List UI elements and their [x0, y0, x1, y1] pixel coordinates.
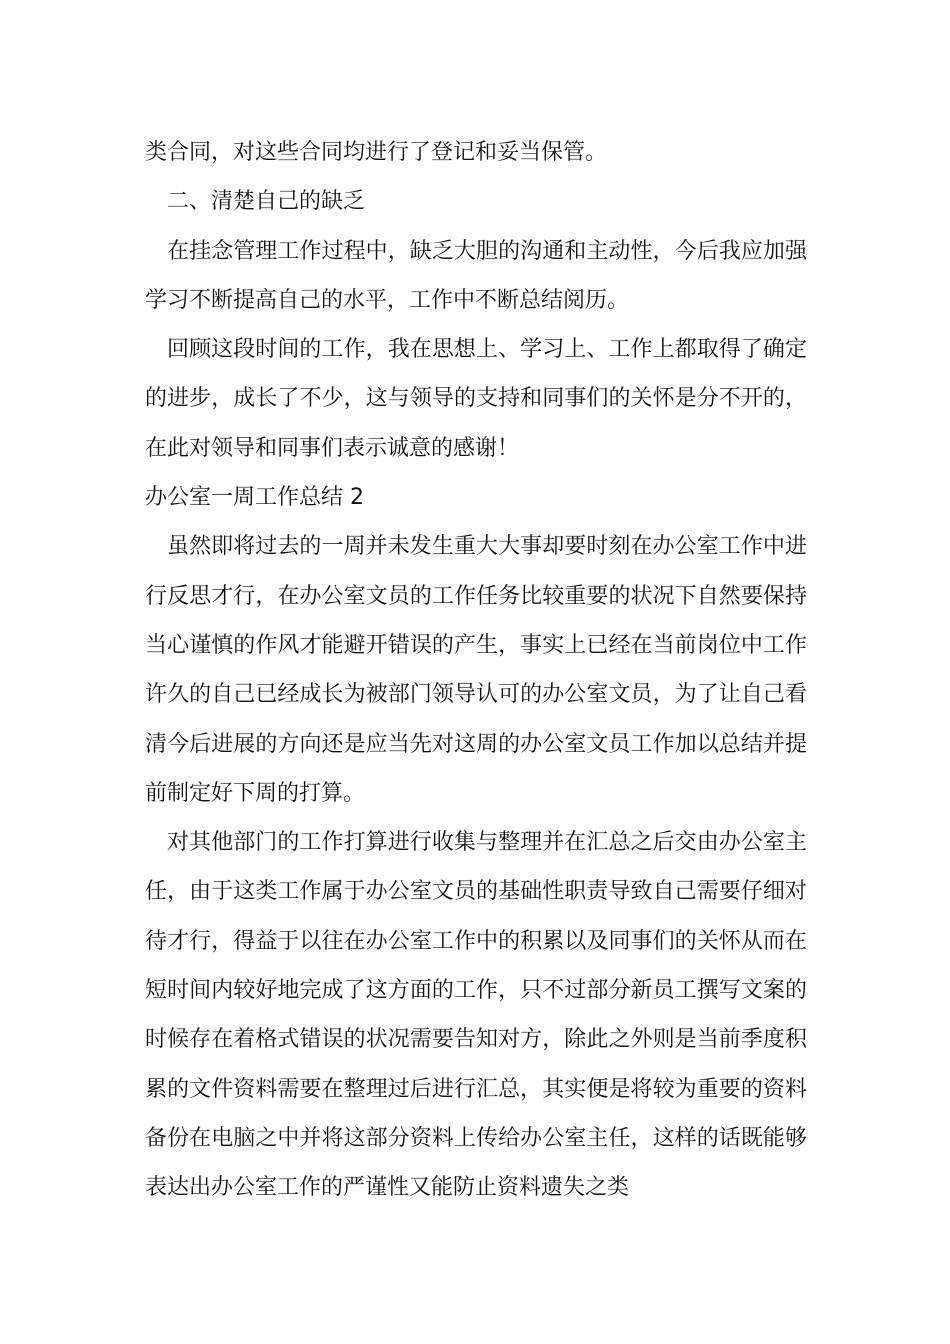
paragraph: 在挂念管理工作过程中，缺乏大胆的沟通和主动性，今后我应加强学习不断提高自己的水平，工作中不断总结阅历。: [145, 238, 807, 313]
document-body: [145, 128, 807, 1213]
paragraph: 回顾这段时间的工作，我在思想上、学习上、工作上都取得了确定的进步，成长了不少，这与领导的支持和同事们的关怀是分不开的，在此对领导和同事们表示诚意的感谢！: [145, 337, 807, 461]
paragraph: 虽然即将过去的一周并未发生重大大事却要时刻在办公室工作中进行反思才行，在办公室文员的工作任务比较重要的状况下自然要保持当心谨慎的作风才能避开错误的产生，事实上已经在当前岗位中工作许久的自己已经成长为被部门领导认可的办公室文员，为了让自己看清今后进展的方向还是应当先对这周的办公室文员工作加以总结并提前制定好下周的打算。: [145, 534, 807, 806]
section-title: 办公室一周工作总结 2: [145, 485, 364, 511]
paragraph: 对其他部门的工作打算进行收集与整理并在汇总之后交由办公室主任，由于这类工作属于办公室文员的基础性职责导致自己需要仔细对待才行，得益于以往在办公室工作中的积累以及同事们的关怀从而在短时间内较好地完成了这方面的工作，只不过部分新员工撰写文案的时候存在着格式错误的状况需要告知对方，除此之外则是当前季度积累的文件资料需要在整理过后进行汇总，其实便是将较为重要的资料备份在电脑之中并将这部分资料上传给办公室主任，这样的话既能够表达出办公室工作的严谨性又能防止资料遗失之类: [145, 830, 807, 1201]
section-heading: 二、清楚自己的缺乏: [167, 189, 366, 215]
paragraph: 类合同，对这些合同均进行了登记和妥当保管。: [145, 140, 608, 165]
